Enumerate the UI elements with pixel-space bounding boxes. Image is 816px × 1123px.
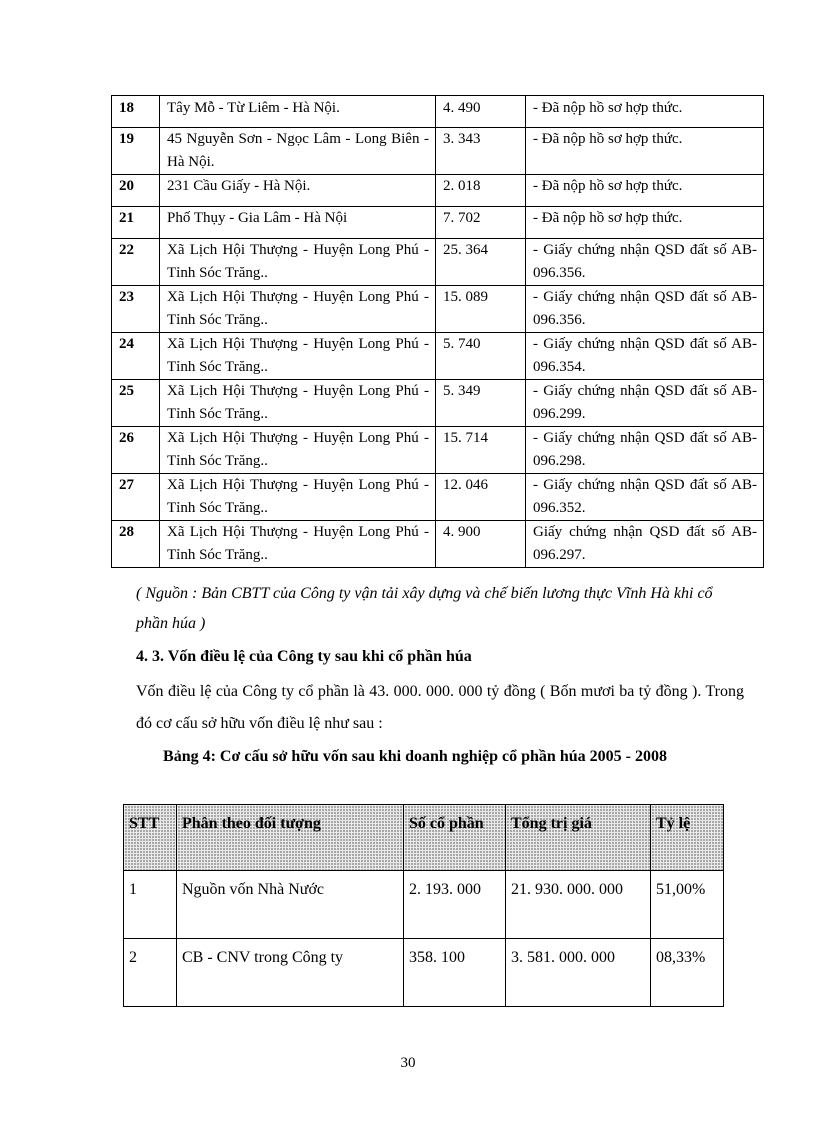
body-paragraph: Vốn điều lệ của Công ty cổ phần là 43. 000. 000. 000 tỷ đồng ( Bốn mươi ba tỷ đồng ). Trong đó cơ cấu sở hữu vốn điều lệ như sau : xyxy=(136,683,744,732)
row-area: 15. 714 xyxy=(436,427,526,474)
row-number: 24 xyxy=(112,333,160,380)
cell-stt: 2 xyxy=(124,939,177,1007)
row-area: 4. 490 xyxy=(436,96,526,128)
row-address: Xã Lịch Hội Thượng - Huyện Long Phú - Tỉnh Sóc Trăng.. xyxy=(160,333,436,380)
row-area: 2. 018 xyxy=(436,175,526,207)
row-status: - Giấy chứng nhận QSD đất số AB-096.354. xyxy=(526,333,764,380)
row-address: Xã Lịch Hội Thượng - Huyện Long Phú - Tỉnh Sóc Trăng.. xyxy=(160,427,436,474)
row-status: - Giấy chứng nhận QSD đất số AB-096.356. xyxy=(526,286,764,333)
row-status: - Đã nộp hồ sơ hợp thức. xyxy=(526,175,764,207)
cell-total-value: 21. 930. 000. 000 xyxy=(506,871,651,939)
table-row xyxy=(112,427,764,474)
row-area: 3. 343 xyxy=(436,128,526,175)
cell-subject: Nguồn vốn Nhà Nước xyxy=(177,871,404,939)
table-row xyxy=(112,239,764,286)
table-row xyxy=(112,380,764,427)
row-area: 5. 740 xyxy=(436,333,526,380)
row-status: Giấy chứng nhận QSD đất số AB-096.297. xyxy=(526,521,764,568)
row-number: 20 xyxy=(112,175,160,207)
row-number: 21 xyxy=(112,207,160,239)
row-status: - Đã nộp hồ sơ hợp thức. xyxy=(526,96,764,128)
header-stt: STT xyxy=(124,805,177,871)
table-caption: Bảng 4: Cơ cấu sở hữu vốn sau khi doanh nghiệp cổ phần húa 2005 - 2008 xyxy=(163,748,667,765)
table-row xyxy=(124,871,724,939)
row-number: 25 xyxy=(112,380,160,427)
row-address: Xã Lịch Hội Thượng - Huyện Long Phú - Tỉnh Sóc Trăng.. xyxy=(160,239,436,286)
row-status: - Giấy chứng nhận QSD đất số AB-096.298. xyxy=(526,427,764,474)
row-address: Phố Thụy - Gia Lâm - Hà Nội xyxy=(160,207,436,239)
row-area: 5. 349 xyxy=(436,380,526,427)
row-status: - Giấy chứng nhận QSD đất số AB-096.352. xyxy=(526,474,764,521)
cell-ratio: 08,33% xyxy=(651,939,724,1007)
table-row xyxy=(112,333,764,380)
property-table xyxy=(111,95,764,568)
row-address: Xã Lịch Hội Thượng - Huyện Long Phú - Tỉnh Sóc Trăng.. xyxy=(160,286,436,333)
ownership-table xyxy=(123,804,724,1007)
cell-subject: CB - CNV trong Công ty xyxy=(177,939,404,1007)
table-row xyxy=(112,175,764,207)
header-total-value: Tổng trị giá xyxy=(506,805,651,871)
header-subject: Phân theo đối tượng xyxy=(177,805,404,871)
row-number: 23 xyxy=(112,286,160,333)
cell-stt: 1 xyxy=(124,871,177,939)
table-row xyxy=(112,286,764,333)
row-area: 12. 046 xyxy=(436,474,526,521)
header-ratio: Tỷ lệ xyxy=(651,805,724,871)
row-number: 26 xyxy=(112,427,160,474)
row-address: Xã Lịch Hội Thượng - Huyện Long Phú - Tỉnh Sóc Trăng.. xyxy=(160,380,436,427)
row-area: 25. 364 xyxy=(436,239,526,286)
row-number: 19 xyxy=(112,128,160,175)
row-area: 7. 702 xyxy=(436,207,526,239)
header-shares: Số cổ phần xyxy=(404,805,506,871)
row-address: 231 Cầu Giấy - Hà Nội. xyxy=(160,175,436,207)
row-number: 22 xyxy=(112,239,160,286)
row-status: - Giấy chứng nhận QSD đất số AB-096.299. xyxy=(526,380,764,427)
row-status: - Đã nộp hồ sơ hợp thức. xyxy=(526,128,764,175)
table-row xyxy=(112,96,764,128)
source-note: ( Nguồn : Bản CBTT của Công ty vận tải xây dựng và chế biến lương thực Vĩnh Hà khi cổ phần húa ) xyxy=(136,585,713,632)
ownership-table-header xyxy=(124,805,724,871)
row-area: 15. 089 xyxy=(436,286,526,333)
row-address: Xã Lịch Hội Thượng - Huyện Long Phú - Tỉnh Sóc Trăng.. xyxy=(160,521,436,568)
row-number: 28 xyxy=(112,521,160,568)
row-number: 27 xyxy=(112,474,160,521)
row-address: 45 Nguyễn Sơn - Ngọc Lâm - Long Biên - Hà Nội. xyxy=(160,128,436,175)
row-status: - Giấy chứng nhận QSD đất số AB-096.356. xyxy=(526,239,764,286)
table-row xyxy=(112,474,764,521)
cell-total-value: 3. 581. 000. 000 xyxy=(506,939,651,1007)
table-row xyxy=(112,521,764,568)
row-number: 18 xyxy=(112,96,160,128)
row-area: 4. 900 xyxy=(436,521,526,568)
section-heading: 4. 3. Vốn điều lệ của Công ty sau khi cổ phần húa xyxy=(136,648,472,665)
page-number: 30 xyxy=(400,1055,416,1071)
cell-shares: 2. 193. 000 xyxy=(404,871,506,939)
table-row xyxy=(112,207,764,239)
table-row xyxy=(124,939,724,1007)
row-address: Tây Mỗ - Từ Liêm - Hà Nội. xyxy=(160,96,436,128)
cell-shares: 358. 100 xyxy=(404,939,506,1007)
cell-ratio: 51,00% xyxy=(651,871,724,939)
table-row xyxy=(112,128,764,175)
row-address: Xã Lịch Hội Thượng - Huyện Long Phú - Tỉnh Sóc Trăng.. xyxy=(160,474,436,521)
row-status: - Đã nộp hồ sơ hợp thức. xyxy=(526,207,764,239)
